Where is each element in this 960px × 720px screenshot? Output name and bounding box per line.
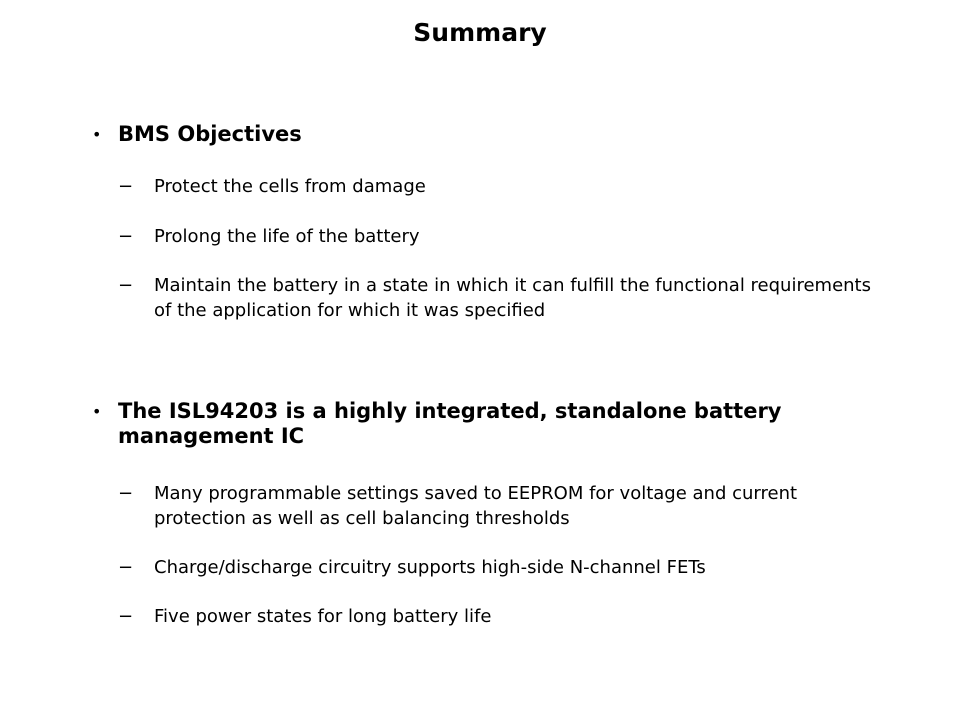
sub-item xyxy=(118,174,878,199)
bullet-dot: • xyxy=(92,125,102,144)
bullet-heading: BMS Objectives xyxy=(118,122,302,146)
sub-item-text: Five power states for long battery life xyxy=(154,606,492,627)
dash-marker: − xyxy=(118,275,134,296)
bullet-isl94203 xyxy=(92,399,872,449)
sub-item-text: Many programmable settings saved to EEPROM for voltage and current protection as well as cell balancing thresholds xyxy=(154,483,798,529)
dash-marker: − xyxy=(118,176,134,197)
bullet-heading: The ISL94203 is a highly integrated, standalone battery management IC xyxy=(118,399,782,448)
sub-item-text: Charge/discharge circuitry supports high-side N-channel FETs xyxy=(154,557,706,578)
sub-item-text: Protect the cells from damage xyxy=(154,176,426,197)
sub-item-text: Prolong the life of the battery xyxy=(154,226,420,247)
dash-marker: − xyxy=(118,557,134,578)
slide-title: Summary xyxy=(413,18,547,47)
sub-item xyxy=(118,604,878,629)
sub-item xyxy=(118,224,878,249)
sub-item xyxy=(118,555,878,580)
dash-marker: − xyxy=(118,483,134,504)
dash-marker: − xyxy=(118,606,134,627)
bullet-dot: • xyxy=(92,402,102,421)
dash-marker: − xyxy=(118,226,134,247)
sub-item xyxy=(118,273,878,323)
sub-item-text: Maintain the battery in a state in which it can fulfill the functional requirements of the application for which it was specified xyxy=(154,275,871,321)
bullet-bms-objectives xyxy=(92,122,872,147)
sub-item xyxy=(118,481,878,531)
